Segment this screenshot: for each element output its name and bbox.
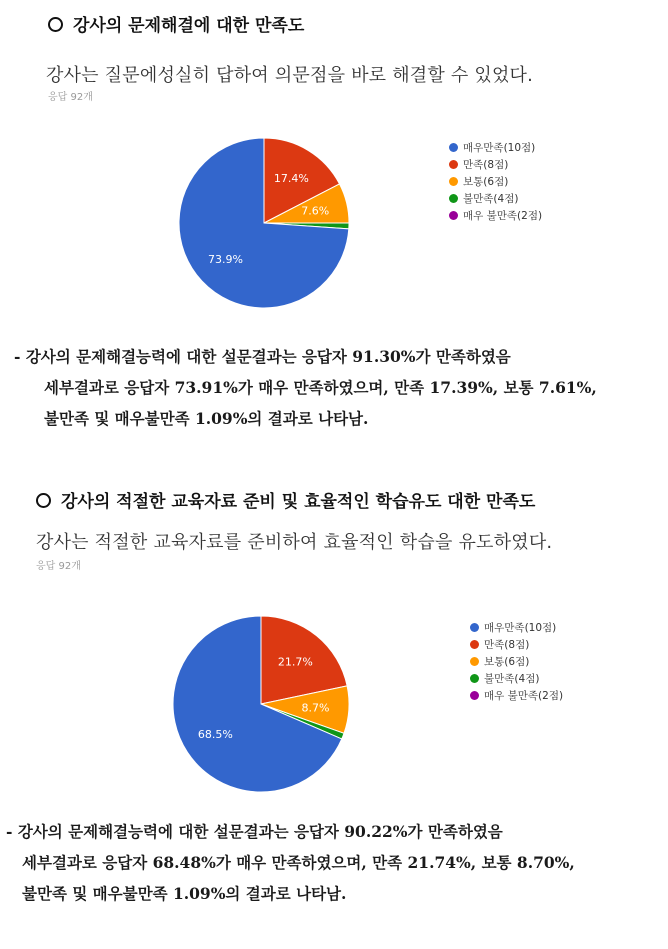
legend-item [470, 620, 563, 637]
legend-color-dot-icon [470, 657, 479, 666]
section-heading [48, 11, 304, 36]
legend-label: 보통(6점) [463, 176, 509, 188]
response-count: 응답 92개 [36, 561, 81, 572]
survey-section-2 [0, 470, 668, 949]
pie-slice-label: 7.6% [301, 204, 330, 218]
legend-color-dot-icon [470, 640, 479, 649]
legend-item [449, 140, 542, 157]
summary-line: 불만족 및 매우불만족 1.09%의 결과로 나타남. [22, 884, 347, 903]
legend-label: 매우 불만족(2점) [463, 210, 543, 222]
legend-item [449, 191, 542, 208]
summary-paragraph [6, 816, 656, 909]
section-heading-text: 강사의 적절한 교육자료 준비 및 효율적인 학습유도 대한 만족도 [61, 492, 536, 512]
legend-label: 보통(6점) [484, 656, 530, 668]
summary-paragraph [14, 341, 664, 434]
chart-legend [470, 620, 563, 705]
legend-item [449, 208, 542, 225]
legend-label: 만족(8점) [484, 639, 530, 651]
legend-item [449, 157, 542, 174]
legend-item [449, 174, 542, 191]
legend-color-dot-icon [470, 623, 479, 632]
summary-line: 불만족 및 매우불만족 1.09%의 결과로 나타남. [44, 409, 369, 428]
legend-item [470, 671, 563, 688]
pie-slice-label: 68.5% [197, 727, 233, 741]
question-text: 강사는 적절한 교육자료를 준비하여 효율적인 학습을 유도하였다. [36, 532, 553, 553]
circle-bullet-icon [48, 17, 63, 32]
legend-color-dot-icon [449, 194, 458, 203]
summary-line: - 강사의 문제해결능력에 대한 설문결과는 응답자 91.30%가 만족하였음 [14, 347, 511, 366]
pie-slice-label: 73.9% [207, 252, 243, 266]
pie-chart [179, 138, 349, 308]
legend-label: 불만족(4점) [463, 193, 519, 205]
legend-item [470, 654, 563, 671]
summary-line: 세부결과로 응답자 73.91%가 매우 만족하였으며, 만족 17.39%, 보통 7.61%, [44, 378, 597, 397]
legend-color-dot-icon [449, 143, 458, 152]
question-text: 강사는 질문에성실히 답하여 의문점을 바로 해결할 수 있었다. [46, 65, 534, 86]
survey-section-1 [0, 0, 668, 470]
legend-label: 만족(8점) [463, 159, 509, 171]
legend-color-dot-icon [449, 160, 458, 169]
legend-color-dot-icon [449, 211, 458, 220]
legend-item [470, 637, 563, 654]
summary-line: - 강사의 문제해결능력에 대한 설문결과는 응답자 90.22%가 만족하였음 [6, 822, 503, 841]
section-heading [36, 487, 535, 512]
pie-chart [173, 616, 349, 792]
section-heading-text: 강사의 문제해결에 대한 만족도 [73, 16, 305, 36]
legend-color-dot-icon [449, 177, 458, 186]
legend-item [470, 688, 563, 705]
legend-label: 매우만족(10점) [463, 142, 536, 154]
circle-bullet-icon [36, 493, 51, 508]
pie-slice-label: 21.7% [277, 655, 313, 669]
legend-label: 매우만족(10점) [484, 622, 557, 634]
summary-line: 세부결과로 응답자 68.48%가 매우 만족하였으며, 만족 21.74%, 보통 8.70%, [22, 853, 575, 872]
pie-slice-label: 17.4% [273, 171, 309, 185]
chart-legend [449, 140, 542, 225]
legend-label: 매우 불만족(2점) [484, 690, 564, 702]
legend-color-dot-icon [470, 691, 479, 700]
legend-label: 불만족(4점) [484, 673, 540, 685]
legend-color-dot-icon [470, 674, 479, 683]
response-count: 응답 92개 [48, 92, 93, 103]
pie-slice-label: 8.7% [301, 701, 330, 715]
